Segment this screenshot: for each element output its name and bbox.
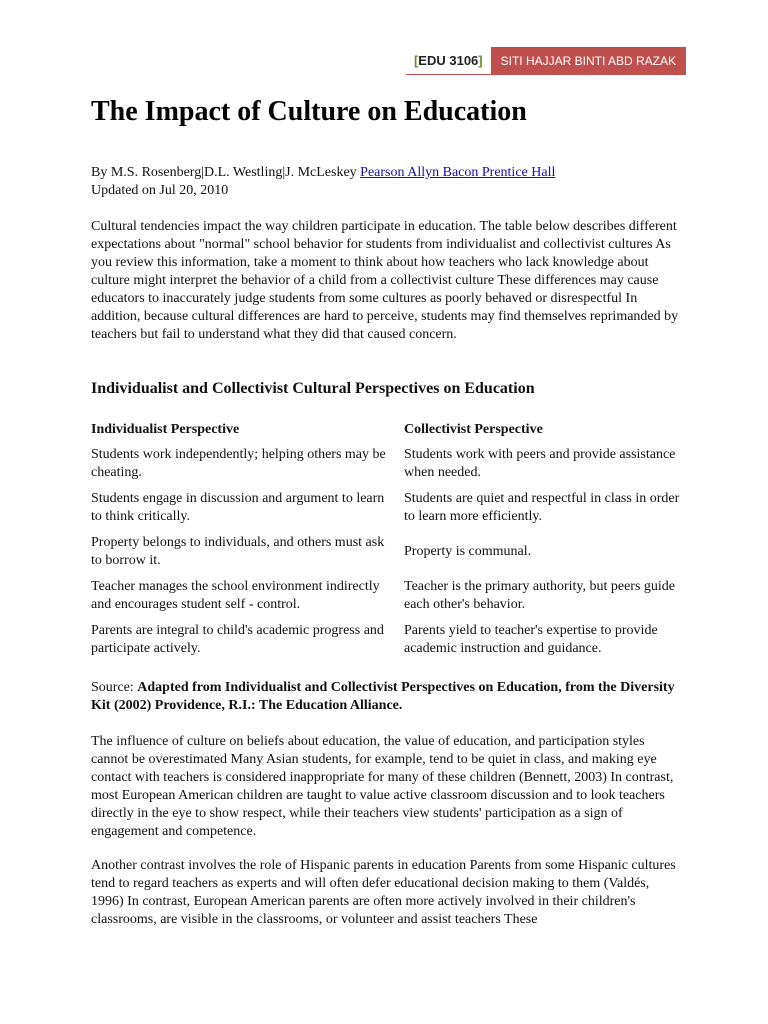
collectivist-cell: Students are quiet and respectful in class in order to learn more efficiently. [404,491,680,524]
byline [91,164,685,182]
source-citation [91,679,685,715]
table-row [91,446,685,482]
individualist-cell: Parents are integral to child's academic progress and participate actively. [91,623,384,656]
source-text: Adapted from Individualist and Collectivist Perspectives on Education, from the Diversity Kit (2002) Providence, R.I.: The Education Alliance. [91,680,675,713]
header-collectivist: Collectivist Perspective [404,422,543,437]
individualist-cell: Students work independently; helping others may be cheating. [91,447,386,480]
individualist-cell: Teacher manages the school environment indirectly and encourages student self - control. [91,579,380,612]
table-header-row [91,421,685,439]
individualist-cell: Students engage in discussion and argument to learn to think critically. [91,491,385,524]
table-row [91,622,685,658]
body-paragraph: The influence of culture on beliefs about education, the value of education, and participation styles cannot be overestimated Many Asian students, for example, tend to be quiet in class, and making eye contact with teachers is considered inappropriate for many of these children (Bennett, 2003) In contrast, most European American children are taught to value active classroom discussion and to look teachers directly in the eye to show respect, while their teachers view students' participation as a sign of engagement and competence. [91,734,674,839]
table-row [91,490,685,526]
byline-authors: By M.S. Rosenberg|D.L. Westling|J. McLeskey [91,165,361,180]
collectivist-cell: Property is communal. [404,544,532,559]
section-heading: Individualist and Collectivist Cultural Perspectives on Education [91,380,535,397]
course-code: [ EDU 3106 ] [406,47,491,75]
publisher-link[interactable]: Pearson Allyn Bacon Prentice Hall [360,165,556,180]
collectivist-cell: Students work with peers and provide assistance when needed. [404,447,676,480]
perspectives-table [91,421,685,666]
author-tag: SITI HAJJAR BINTI ABD RAZAK [491,47,686,75]
table-row [91,578,685,614]
body-paragraph: Another contrast involves the role of Hispanic parents in education Parents from some Hispanic cultures tend to regard teachers as experts and will often defer educational decision making to them (Valdés, 1996) In contrast, European American parents are often more actively involved in their children's classrooms, are visible in the classrooms, or volunteer and assist teachers These [91,858,676,927]
intro-paragraph: Cultural tendencies impact the way children participate in education. The table below describes different expectations about "normal" school behavior for students from individualist and collectivist cultures As you review this information, take a moment to think about how teachers who lack knowledge about culture might interpret the behavior of a child from a collectivist culture These differences may cause educators to inaccurately judge students from some cultures as poorly behaved or disrespectful In addition, because cultural differences are hard to perceive, students may find themselves reprimanded by teachers but fail to understand what they did that caused concern. [91,219,679,342]
updated-date: Updated on Jul 20, 2010 [91,183,229,198]
source-prefix: Source: [91,680,138,695]
document-header [406,47,686,75]
page-title: The Impact of Culture on Education [91,96,527,127]
collectivist-cell: Parents yield to teacher's expertise to provide academic instruction and guidance. [404,623,658,656]
header-individualist: Individualist Perspective [91,422,240,437]
individualist-cell: Property belongs to individuals, and others must ask to borrow it. [91,535,385,568]
collectivist-cell: Teacher is the primary authority, but peers guide each other's behavior. [404,579,676,612]
table-row [91,534,685,570]
